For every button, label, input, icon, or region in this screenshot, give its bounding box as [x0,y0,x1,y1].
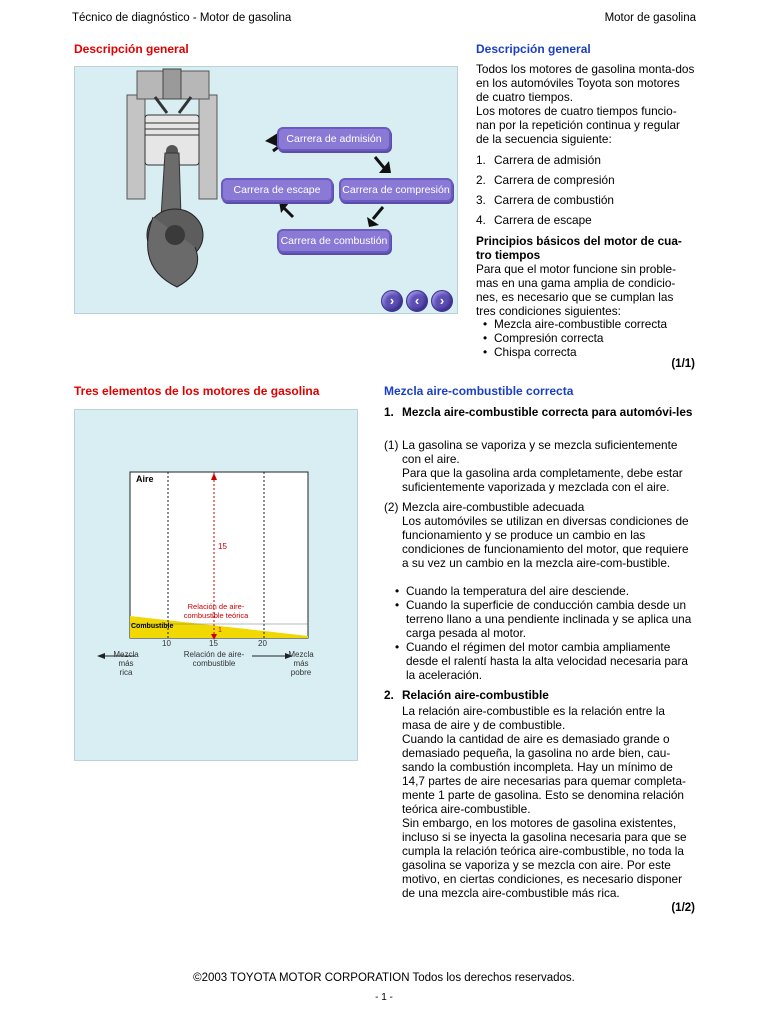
stroke-list [476,153,696,233]
ratio-chart [75,410,357,760]
page-number: - 1 - [375,992,393,1003]
heading-2: 2. Relación aire-combustible [384,688,549,702]
section1-intro [476,62,696,146]
relation-text: La relación aire-combustible es la relación entre la masa de aire y de combustible. Cuando la cantidad de aire es demasiado grande o demasiado pequeña, la gasolina no arde bien, cau-sando la combustión incompleta. Hay un mínimo de 14,7 partes de aire necesarias para quemar completa-mente 1 parte de gasolina. Esto se denomina relación teórica aire-combustible. Sin embargo, en los motores de gasolina existentes, incluso si se inyecta la gasolina necesaria para que se cumpla la relación teórica aire-combustible, no toda la gasolina se vaporiza y se mezcla con aire. Por este motivo, en ciertas condiciones, es necesario disponer de una mezcla aire-combustible más rica. [402,704,687,900]
combustion-stroke-box: Carrera de combustión [277,229,391,253]
section1-right-title: Descripción general [476,42,591,56]
list-item: • Cuando la superficie de conducción cambia desde un terreno llano a una pendiente inclinada y se aplica una carga pesada al motor. [406,598,700,640]
copyright: ©2003 TOYOTA MOTOR CORPORATION Todos los derechos reservados. [193,972,575,984]
header-right: Motor de gasolina [604,12,696,24]
conditions-bullets [396,584,700,682]
page-marker-1: (1/1) [671,358,695,370]
value-15-label: 15 [218,542,227,551]
paragraph-2: (2) Mezcla aire-combustible adecuada Los automóviles se utilizan en diversas condiciones de funcionamiento y se produce un cambio en las condiciones de funcionamiento del motor, que requiere a su vez un cambio en la mezcla aire-com-bustible. [384,500,689,570]
list-item: • Mezcla aire-combustible correcta [494,317,714,331]
list-item: • Compresión correcta [494,331,714,345]
tick-20: 20 [258,639,267,648]
tick-15: 15 [209,639,218,648]
air-fuel-ratio-diagram [74,409,358,761]
prev-arrow-icon[interactable]: ‹ [406,290,428,312]
intro-paragraph-2: Los motores de cuatro tiempos funcio-nan por la repetición continua y regular de la secuencia siguiente: [476,104,680,146]
pobre-label: Mezcla más pobre [288,650,314,677]
list-item: 4. Carrera de escape [476,213,592,227]
engine-cycle-diagram [74,66,458,314]
principles-title: Principios básicos del motor de cua-tro tiempos [476,234,682,262]
teorica-label: Relación de aire-combustible teórica [183,602,249,620]
section2-left-title: Tres elementos de los motores de gasolina [74,384,320,398]
heading-1: 1. Mezcla aire-combustible correcta para automóvi-les [384,405,693,419]
header-left: Técnico de diagnóstico - Motor de gasolina [72,12,292,24]
conditions-list [476,317,714,359]
section2-right-title: Mezcla aire-combustible correcta [384,384,574,398]
forward-arrow-icon[interactable]: › [431,290,453,312]
next-arrow-icon[interactable]: › [381,290,403,312]
tick-10: 10 [162,639,171,648]
escape-stroke-box: Carrera de escape [221,178,333,202]
section1-left-title: Descripción general [74,42,189,56]
page-marker-2: (1/2) [671,902,695,914]
admision-stroke-box: Carrera de admisión [277,127,391,151]
intro-paragraph-1: Todos los motores de gasolina monta-dos en los automóviles Toyota son motores de cuatro tiempos. [476,62,695,104]
value-1-label: 1 [218,627,222,634]
combustible-label: Combustible [131,623,174,630]
list-item: 1. Carrera de admisión [476,153,601,167]
list-item: • Cuando la temperatura del aire desciende. [406,584,700,598]
compresion-stroke-box: Carrera de compresión [339,178,453,202]
relacion-label: Relación de aire-combustible [183,650,245,668]
principles-text: Para que el motor funcione sin proble-mas en una gama amplia de condicio-nes, es necesario que se cumplan las tres condiciones siguientes: [476,262,677,318]
paragraph-1: (1) La gasolina se vaporiza y se mezcla suficientemente con el aire. Para que la gasolina arda completamente, debe estar suficientemente vaporizada y mezclada con el aire. [384,438,683,494]
list-item: • Chispa correcta [494,345,714,359]
rica-label: Mezcla más rica [113,650,139,677]
list-item: • Cuando el régimen del motor cambia ampliamente desde el ralentí hasta la alta velocidad necesaria para la aceleración. [406,640,700,682]
aire-label: Aire [136,474,154,484]
list-item: 3. Carrera de combustión [476,193,614,207]
list-item: 2. Carrera de compresión [476,173,615,187]
